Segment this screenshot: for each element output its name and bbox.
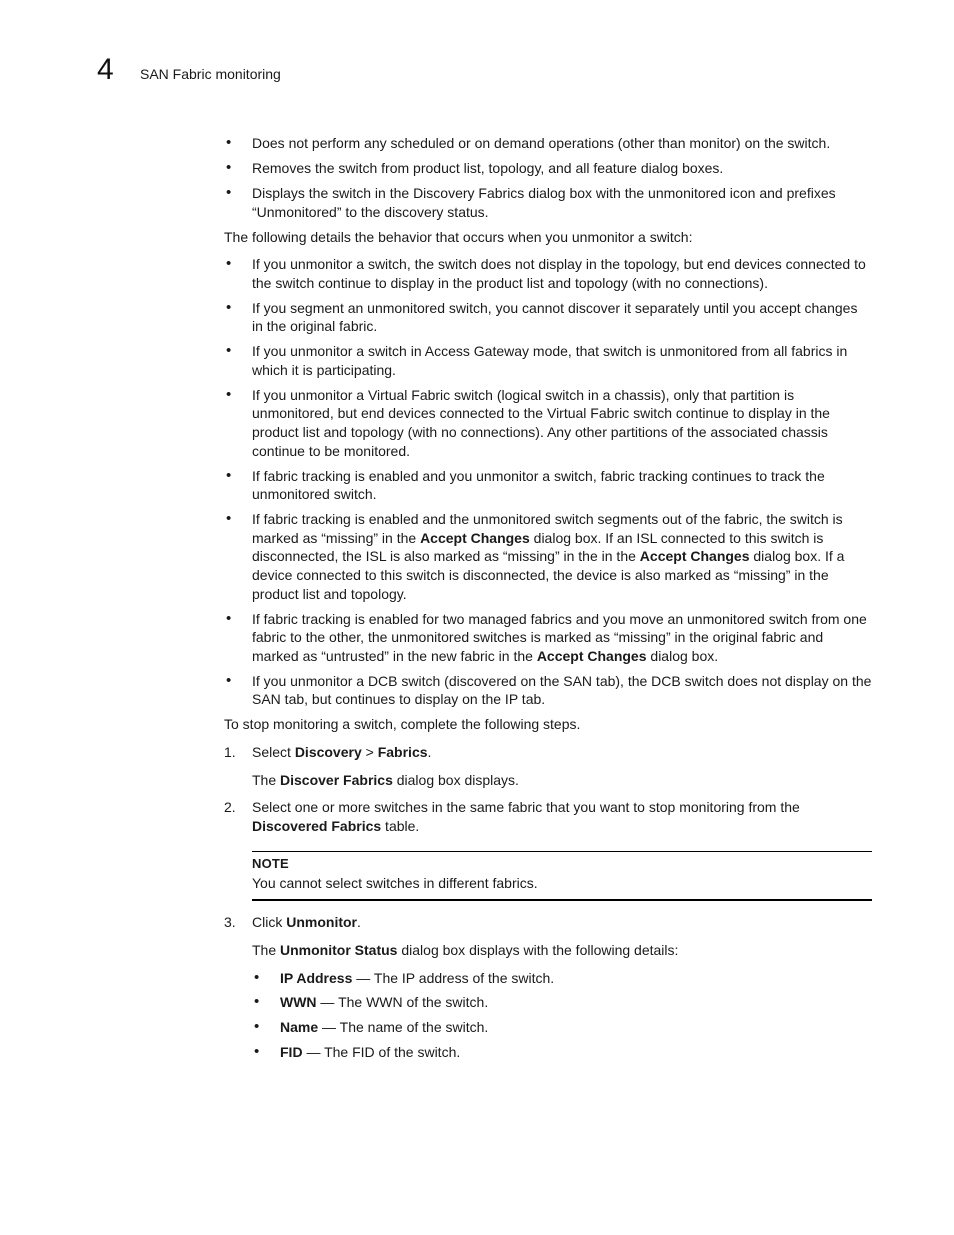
list-item: • If you unmonitor a switch, the switch does not display in the topology, but end devices connected to the switch continue to display in the product list and topology (with no connections). (224, 255, 872, 292)
detail-term: Name (280, 1019, 319, 1036)
text-run: dialog box. (646, 647, 719, 664)
unmonitor-effects-list (224, 134, 872, 221)
step-instruction (252, 743, 872, 762)
note-text: You cannot select switches in different fabrics. (252, 874, 538, 891)
step-number: 3. (224, 914, 236, 931)
list-item (252, 1043, 872, 1062)
text-run: dialog box displays. (392, 771, 519, 788)
step-result (252, 941, 872, 960)
detail-desc: — The IP address of the switch. (352, 969, 555, 986)
detail-term: WWN (280, 994, 317, 1011)
note-label: NOTE (252, 856, 289, 872)
list-item: • If you unmonitor a switch in Access Gateway mode, that switch is unmonitored from all fabrics in which it is participating. (224, 342, 872, 379)
step-instruction (252, 798, 872, 835)
ui-term-fabrics: Fabrics (377, 743, 428, 760)
text-run: Click (252, 914, 287, 931)
detail-term: FID (280, 1044, 303, 1061)
list-item (224, 610, 872, 666)
behavior-list (224, 255, 872, 709)
ui-term-accept-changes: Accept Changes (420, 529, 530, 546)
list-item (224, 510, 872, 603)
text-run: dialog box. If an ISL connected to this switch is disconnected, the ISL is also marked as “missing” in the in the (252, 529, 824, 565)
ui-term-discovery: Discovery (294, 743, 362, 760)
list-item: • If you segment an unmonitored switch, you cannot discover it separately until you accept changes in the original fabric. (224, 299, 872, 336)
list-item: • If you unmonitor a Virtual Fabric switch (logical switch in a chassis), only that partition is unmonitored, but end devices connected to the Virtual Fabric switch continue to display in the product list and topology (with no connections). Any other partitions of the associated chassis continue to be monitored. (224, 386, 872, 460)
text-run: . (427, 743, 432, 760)
text-run: table. (381, 817, 420, 834)
text-run: Select one or more switches in the same fabric that you want to stop monitoring from the (252, 799, 800, 816)
page-content (224, 134, 872, 1071)
step-2 (224, 798, 872, 901)
text-run: Select (252, 743, 295, 760)
ui-term-unmonitor: Unmonitor (286, 914, 357, 931)
text-run: > (361, 743, 378, 760)
step-instruction (252, 913, 872, 932)
detail-term: IP Address (280, 969, 353, 986)
list-item (252, 1018, 872, 1037)
text-run: If fabric tracking is enabled and the unmonitored switch segments out of the fabric, the switch is marked as “missing” in the (252, 511, 843, 546)
text-run: The (252, 771, 281, 788)
text-run: . (357, 914, 361, 931)
ui-term-discovered-fabrics: Discovered Fabrics (252, 817, 382, 834)
text-run: dialog box displays with the following details: (397, 942, 679, 959)
text-run: The (252, 942, 281, 959)
chapter-title: SAN Fabric monitoring (140, 66, 281, 82)
list-item (252, 969, 872, 988)
step-number: 2. (224, 799, 236, 816)
step-result (252, 771, 872, 790)
step-number: 1. (224, 743, 236, 760)
detail-desc: — The name of the switch. (318, 1019, 489, 1036)
ui-term-accept-changes: Accept Changes (536, 647, 647, 664)
chapter-number: 4 (97, 53, 114, 86)
ui-term-unmonitor-status: Unmonitor Status (280, 942, 398, 959)
procedure-steps (224, 743, 872, 1062)
detail-desc: — The FID of the switch. (302, 1044, 461, 1061)
list-item: • Displays the switch in the Discovery Fabrics dialog box with the unmonitored icon and prefixes “Unmonitored” to the discovery status. (224, 184, 872, 221)
list-item: • If fabric tracking is enabled and you unmonitor a switch, fabric tracking continues to track the unmonitored switch. (224, 467, 872, 504)
list-item: • If you unmonitor a DCB switch (discovered on the SAN tab), the DCB switch does not display on the SAN tab, but continues to display on the IP tab. (224, 672, 872, 709)
list-item: • Removes the switch from product list, topology, and all feature dialog boxes. (224, 159, 872, 178)
detail-desc: — The WWN of the switch. (316, 994, 489, 1011)
note-box (252, 851, 872, 901)
step-1 (224, 743, 872, 789)
ui-term-accept-changes: Accept Changes (639, 548, 750, 565)
status-details-list (252, 969, 872, 1062)
ui-term-discover-fabrics: Discover Fabrics (280, 771, 393, 788)
text-run: dialog box. If a device connected to this switch is disconnected, the device is also marked as “missing” in the product list and topology. (252, 548, 845, 602)
list-item: • Does not perform any scheduled or on demand operations (other than monitor) on the switch. (224, 134, 872, 153)
list-item (252, 993, 872, 1012)
step-3 (224, 913, 872, 1061)
steps-intro: To stop monitoring a switch, complete the following steps. (224, 716, 581, 733)
behavior-intro: The following details the behavior that occurs when you unmonitor a switch: (224, 228, 693, 245)
text-run: If fabric tracking is enabled for two managed fabrics and you move an unmonitored switch from one fabric to the other, the unmonitored switches is marked as “missing” in the original fabric and marked as “untrusted” in the new fabric in the (252, 610, 867, 664)
